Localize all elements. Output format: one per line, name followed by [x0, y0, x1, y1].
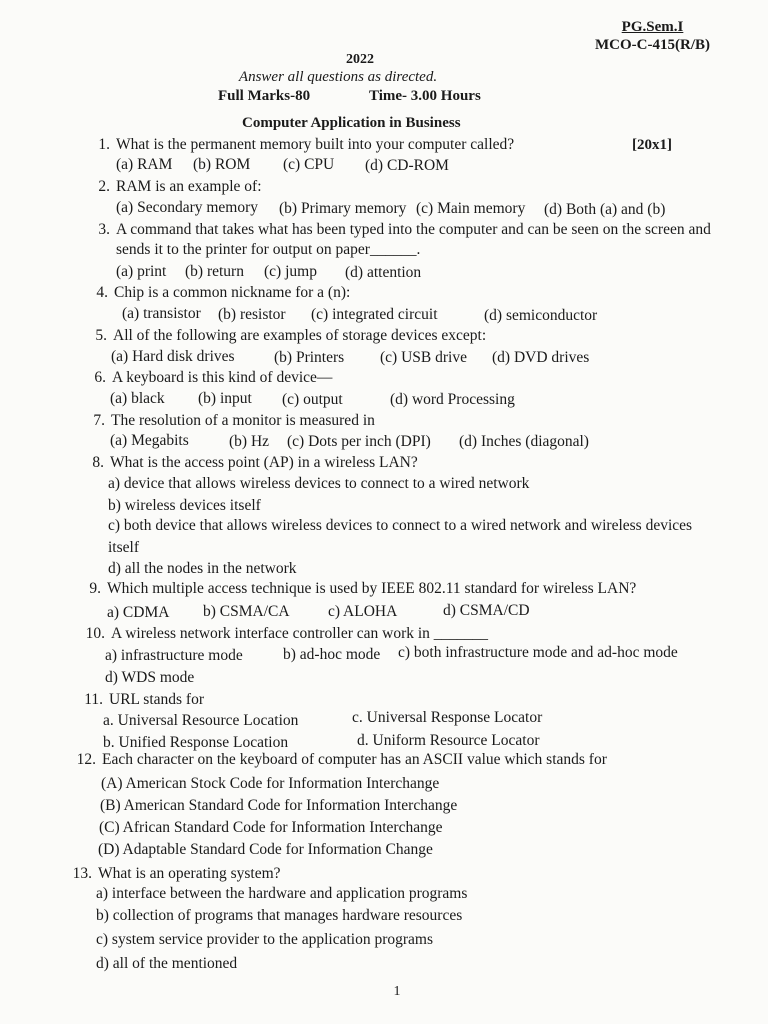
- question-11: [84, 690, 204, 709]
- question-text: What is an operating system?: [98, 865, 281, 882]
- option: (c) jump: [264, 263, 317, 280]
- option: c) both device that allows wireless devices to connect to a wired network and wireless devices: [108, 517, 693, 534]
- question-number: 8.: [92, 454, 104, 471]
- option: (d) Inches (diagonal): [459, 433, 589, 450]
- question-text: What is the access point (AP) in a wireless LAN?: [110, 454, 418, 471]
- subject-title: Computer Application in Business: [242, 115, 461, 131]
- question-text: Which multiple access technique is used by IEEE 802.11 standard for wireless LAN?: [107, 580, 637, 597]
- option: (c) output: [282, 391, 343, 408]
- option: c. Universal Response Locator: [352, 709, 543, 726]
- option: d) all of the mentioned: [96, 955, 238, 972]
- option: a) interface between the hardware and application programs: [96, 885, 468, 902]
- option: (a) RAM: [116, 156, 173, 173]
- option: a. Universal Resource Location: [103, 712, 299, 729]
- option: (d) DVD drives: [492, 349, 590, 366]
- option: (b) Primary memory: [279, 200, 407, 217]
- option: (c) Main memory: [416, 200, 526, 217]
- question-text: Each character on the keyboard of computer has an ASCII value which stands for: [102, 751, 607, 768]
- semester-label: PG.Sem.I: [621, 19, 684, 35]
- question-text-continued: sends it to the printer for output on paper______.: [116, 241, 421, 258]
- option: d. Uniform Resource Locator: [357, 732, 540, 749]
- question-number: 9.: [89, 580, 101, 597]
- question-number: 2.: [98, 178, 110, 195]
- question-text: URL stands for: [109, 691, 204, 708]
- exam-year: 2022: [346, 52, 374, 67]
- option: c) ALOHA: [328, 603, 398, 620]
- question-number: 4.: [96, 284, 108, 301]
- option: d) CSMA/CD: [443, 602, 530, 619]
- question-number: 13.: [72, 865, 92, 882]
- question-text: The resolution of a monitor is measured in: [111, 412, 375, 429]
- question-3: [98, 220, 711, 239]
- option: (A) American Stock Code for Information Interchange: [101, 775, 440, 792]
- paper-code-block: [595, 18, 710, 54]
- question-8: [92, 453, 418, 472]
- option: b) wireless devices itself: [108, 497, 261, 514]
- option: (a) Megabits: [110, 432, 189, 449]
- question-text: A command that takes what has been typed into the computer and can be seen on the screen and: [116, 221, 711, 238]
- question-text: RAM is an example of:: [116, 178, 262, 195]
- question-2: [98, 177, 262, 196]
- option: b) collection of programs that manages hardware resources: [96, 907, 463, 924]
- question-13: [72, 864, 281, 883]
- option: (b) Hz: [229, 433, 270, 450]
- option: (a) transistor: [122, 305, 201, 322]
- question-number: 5.: [95, 327, 107, 344]
- question-text: What is the permanent memory built into your computer called?: [116, 136, 515, 153]
- question-text: Chip is a common nickname for a (n):: [114, 284, 351, 301]
- question-text: A keyboard is this kind of device—: [112, 369, 333, 386]
- question-number: 10.: [85, 625, 105, 642]
- option: (b) Printers: [274, 349, 345, 366]
- option: (d) attention: [345, 264, 422, 281]
- option: a) device that allows wireless devices to connect to a wired network: [108, 475, 530, 492]
- option: (d) CD-ROM: [365, 157, 449, 174]
- option: c) system service provider to the application programs: [96, 931, 434, 948]
- question-number: 7.: [93, 412, 105, 429]
- option: (a) black: [110, 390, 165, 407]
- option: (c) Dots per inch (DPI): [287, 433, 431, 450]
- question-number: 3.: [98, 221, 110, 238]
- option: (d) word Processing: [390, 391, 515, 408]
- question-7: [93, 411, 375, 430]
- full-marks: Full Marks-80: [218, 88, 311, 104]
- option: b. Unified Response Location: [103, 734, 289, 751]
- question-number: 11.: [84, 691, 103, 708]
- question-10: [85, 624, 489, 643]
- option-continued: itself: [108, 539, 139, 556]
- question-6: [94, 368, 333, 387]
- question-number: 1.: [98, 136, 110, 153]
- option: d) all the nodes in the network: [108, 560, 297, 577]
- option: d) WDS mode: [105, 669, 195, 686]
- course-code: MCO-C-415(R/B): [595, 37, 710, 53]
- option: a) infrastructure mode: [105, 647, 243, 664]
- question-number: 12.: [76, 751, 96, 768]
- option: (b) resistor: [218, 306, 286, 323]
- option: (c) CPU: [283, 156, 335, 173]
- option: a) CDMA: [107, 604, 170, 621]
- question-9: [89, 579, 637, 598]
- option: (c) integrated circuit: [311, 306, 438, 323]
- option: (a) Hard disk drives: [111, 348, 235, 365]
- option: c) both infrastructure mode and ad-hoc mode: [398, 644, 678, 661]
- option: (B) American Standard Code for Information Interchange: [100, 797, 458, 814]
- option: (D) Adaptable Standard Code for Information Change: [98, 841, 433, 858]
- option: (a) Secondary memory: [116, 199, 259, 216]
- option: (b) input: [198, 390, 252, 407]
- option: (b) return: [185, 263, 244, 280]
- option: (d) Both (a) and (b): [544, 201, 666, 218]
- option: (a) print: [116, 263, 167, 280]
- question-number: 6.: [94, 369, 106, 386]
- option: b) ad-hoc mode: [283, 646, 381, 663]
- question-text: A wireless network interface controller can work in _______: [111, 625, 489, 642]
- question-marks: [20x1]: [632, 137, 672, 153]
- question-12: [76, 750, 607, 769]
- question-text: All of the following are examples of storage devices except:: [113, 327, 487, 344]
- option: (C) African Standard Code for Information Interchange: [99, 819, 443, 836]
- question-1: [98, 135, 515, 154]
- exam-time: Time- 3.00 Hours: [369, 88, 481, 104]
- question-4: [96, 283, 351, 302]
- question-5: [95, 326, 487, 345]
- instruction-text: Answer all questions as directed.: [238, 69, 438, 85]
- option: b) CSMA/CA: [203, 603, 290, 620]
- page-number: 1: [393, 984, 401, 999]
- option: (b) ROM: [193, 156, 251, 173]
- option: (d) semiconductor: [484, 307, 598, 324]
- option: (c) USB drive: [380, 349, 467, 366]
